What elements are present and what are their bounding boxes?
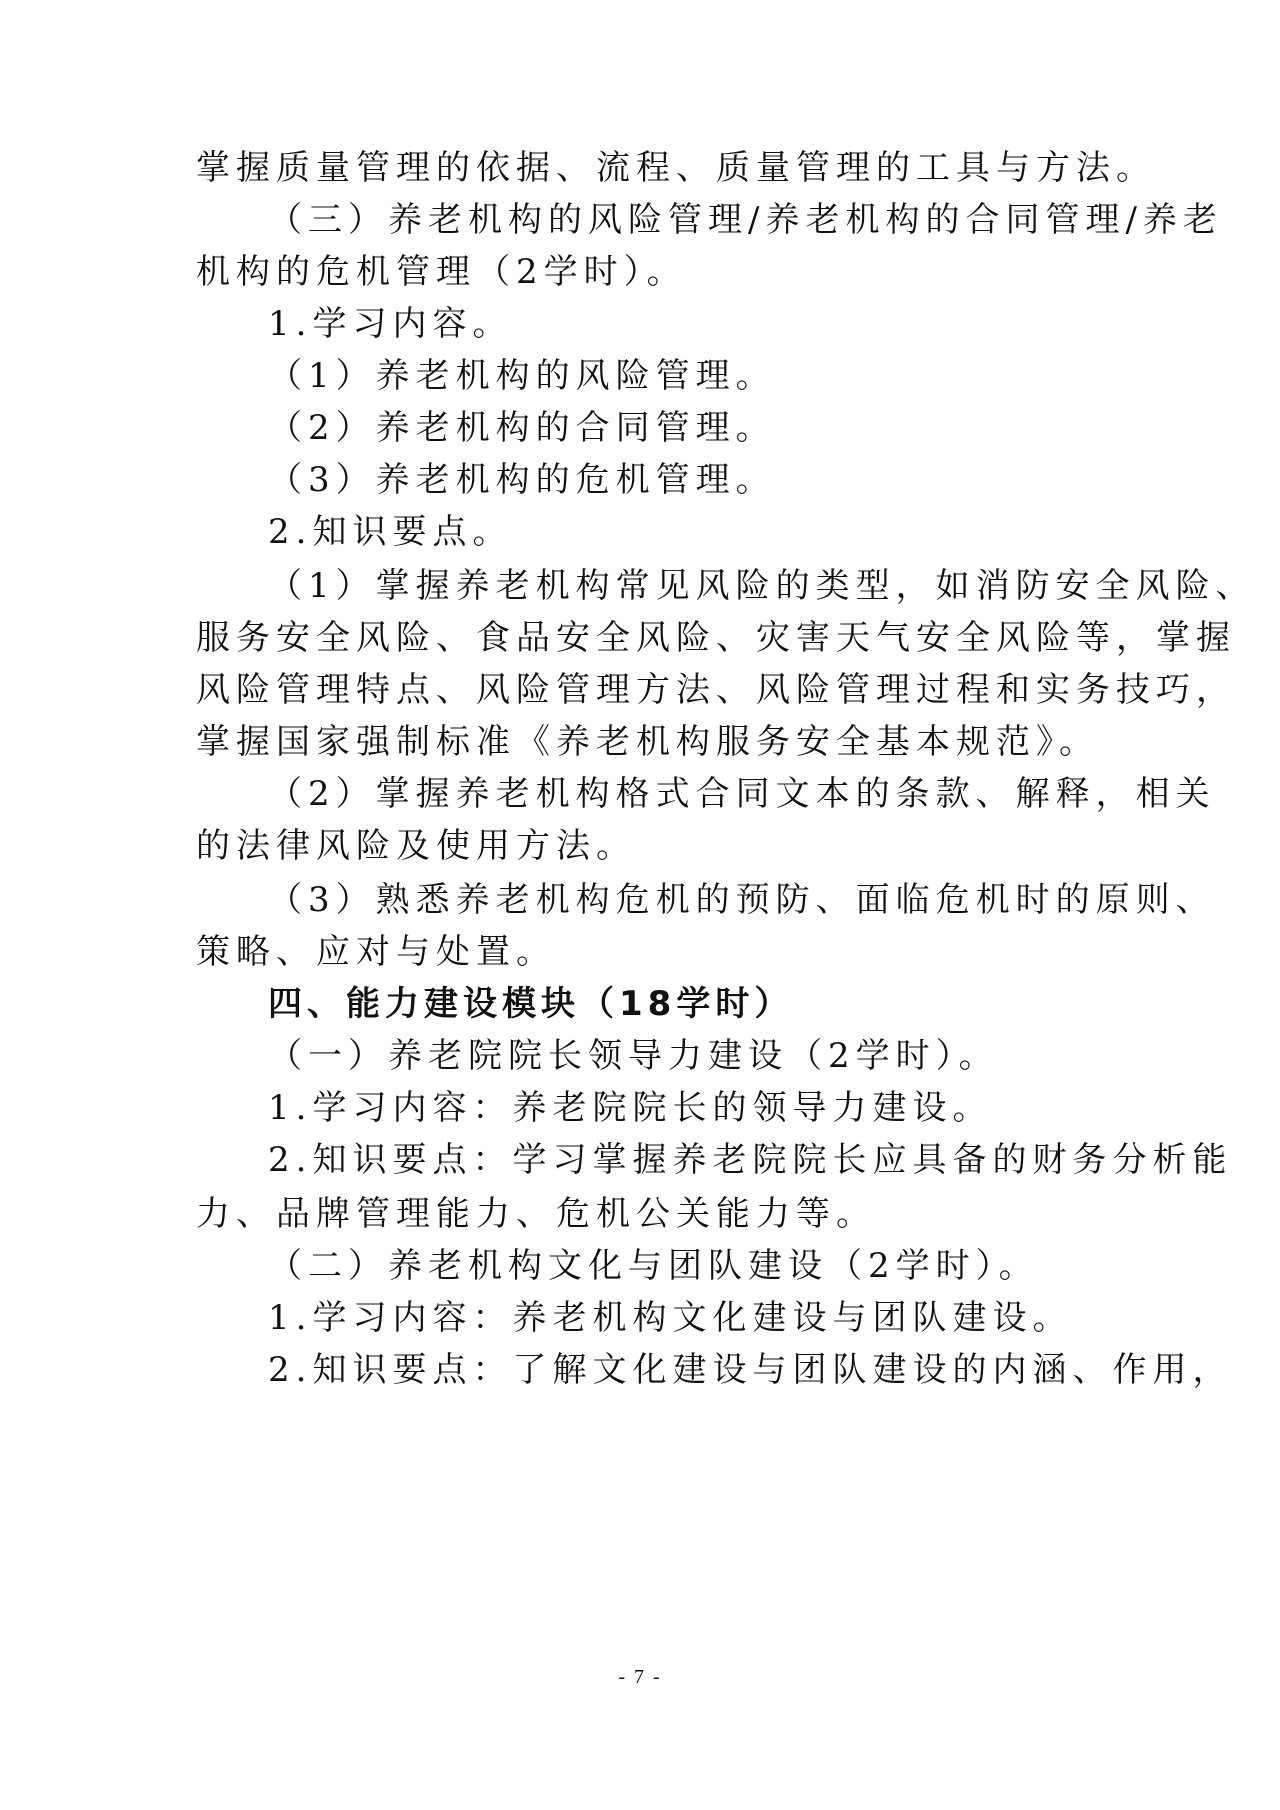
text-line: 1.学习内容：养老机构文化建设与团队建设。 [268,1298,1073,1338]
section-heading: （一）养老院院长领导力建设（2学时）。 [268,1036,999,1076]
text-line: 2.知识要点：了解文化建设与团队建设的内涵、作用， [268,1350,1233,1390]
list-item: （2）养老机构的合同管理。 [268,408,776,448]
text-line: 掌握国家强制标准《养老机构服务安全基本规范》。 [196,722,1099,762]
text-line: 服务安全风险、食品安全风险、灾害天气安全风险等，掌握 [196,618,1236,658]
page-number: - 7 - [618,1666,662,1688]
list-item: （2）掌握养老机构格式合同文本的条款、解释，相关 [268,774,1216,814]
text-line: 风险管理特点、风险管理方法、风险管理过程和实务技巧， [196,670,1236,710]
text-line: 力、品牌管理能力、危机公关能力等。 [196,1194,876,1234]
list-item: （1）养老机构的风险管理。 [268,356,776,396]
text-line: 的法律风险及使用方法。 [196,826,636,866]
text-line: 机构的危机管理（2学时）。 [196,252,687,292]
text-line: 掌握质量管理的依据、流程、质量管理的工具与方法。 [196,148,1156,188]
section-heading: （三）养老机构的风险管理/养老机构的合同管理/养老 [268,200,1223,240]
text-line: 1.学习内容。 [268,304,513,344]
text-line: 策略、应对与处置。 [196,932,556,972]
list-item: （3）养老机构的危机管理。 [268,460,776,500]
section-heading: （二）养老机构文化与团队建设（2学时）。 [268,1246,1039,1286]
list-item: （3）熟悉养老机构危机的预防、面临危机时的原则、 [268,880,1216,920]
text-line: 2.知识要点。 [268,512,513,552]
text-line: 1.学习内容：养老院院长的领导力建设。 [268,1088,993,1128]
list-item: （1）掌握养老机构常见风险的类型，如消防安全风险、 [268,566,1256,606]
text-line: 2.知识要点：学习掌握养老院院长应具备的财务分析能 [268,1140,1233,1180]
module-heading: 四、能力建设模块（18学时） [268,984,794,1024]
